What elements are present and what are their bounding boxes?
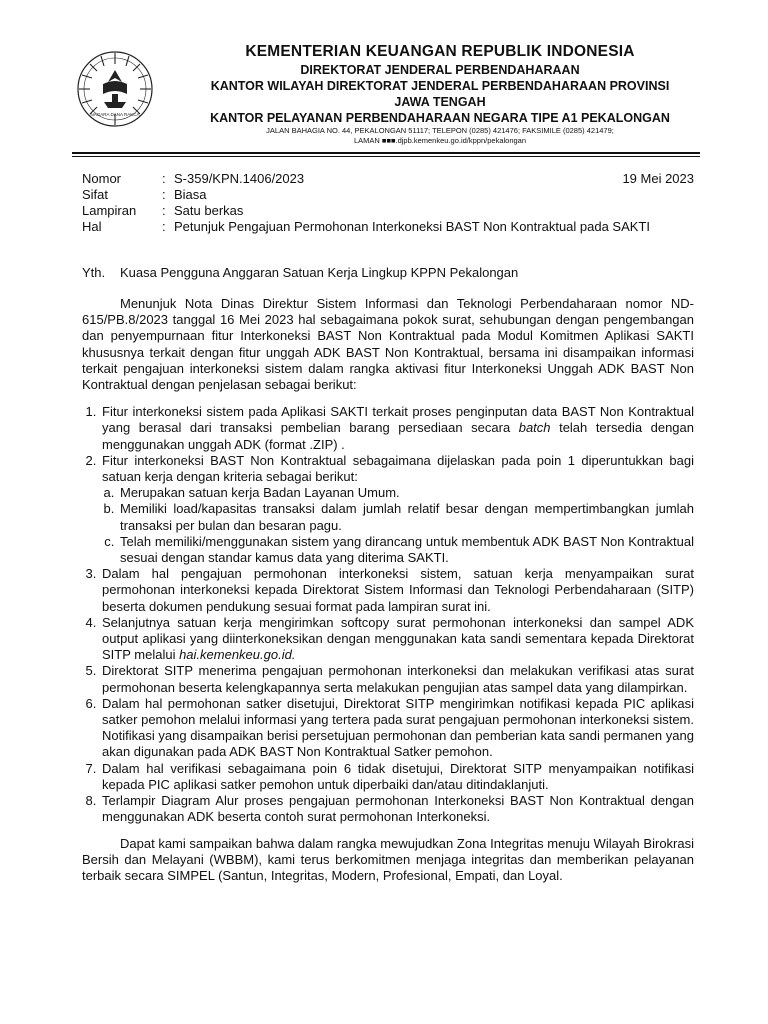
closing-paragraph: Dapat kami sampaikan bahwa dalam rangka mewujudkan Zona Integritas menuju Wilayah Birokrasi Bersih dan Melayani (WBBM), kami terus berkomitmen menjaga integritas dan memberikan pelayanan terbaik secara SIMPEL (Santun, Integritas, Modern, Profesional, Empati, dan Loyal. (82, 835, 694, 883)
intro-paragraph: Menunjuk Nota Dinas Direktur Sistem Informasi dan Teknologi Perbendaharaan nomor ND-615/PB.8/2023 tanggal 16 Mei 2023 hal sebagaimana pokok surat, sehubungan dengan pengembangan dan penyempurnaan fitur Interkoneksi BAST Non Kontraktual pada Modul Komitmen Aplikasi SAKTI khususnya terkait dengan fitur unggah ADK BAST Non Kontraktual, bersama ini disampaikan informasi terkait pengajuan interkoneksi sistem dalam rangka aktivasi fitur Interkoneksi Unggah ADK BAST Non Kontraktual dengan penjelasan sebagai berikut: (82, 296, 694, 393)
colon: : (162, 171, 166, 186)
meta-row-sifat (82, 187, 694, 203)
list-item: 4. Selanjutnya satuan kerja mengirimkan softcopy surat permohonan interkoneksi dan sampel ADK output aplikasi yang diinterkoneksikan dengan menggunakan kata sandi sementara kepada Direktorat SITP melalui hai.kemenkeu.go.id. (100, 615, 694, 664)
office-website: LAMAN ■■■.djpb.kemenkeu.go.id/kppn/pekalongan (353, 136, 527, 145)
sub-list-item: c. Telah memiliki/menggunakan sistem yang dirancang untuk membentuk ADK BAST Non Kontraktual sesuai dengan standar kamus data yang diterima SAKTI. (118, 534, 694, 566)
service-office-name: KANTOR PELAYANAN PERBENDAHARAAN NEGARA TIPE A1 PEKALONGAN (210, 111, 670, 125)
nomor-label: Nomor (82, 171, 122, 186)
list-item: 8. Terlampir Diagram Alur proses pengajuan permohonan Interkoneksi BAST Non Kontraktual dengan menggunakan ADK beserta contoh surat permohonan Interkoneksi. (100, 793, 694, 825)
list-item: 3. Dalam hal pengajuan permohonan interkoneksi sistem, satuan kerja menyampaikan surat permohonan interkoneksi kepada Direktorat Sistem Informasi dan Teknologi Perbendaharaan (SITP) beserta dokumen pendukung sesuai format pada lampiran surat ini. (100, 566, 694, 615)
meta-row-lampiran (82, 203, 694, 219)
meta-row-nomor (82, 171, 694, 187)
numbered-list (82, 404, 694, 825)
list-item: 6. Dalam hal permohonan satker disetujui, Direktorat SITP mengirimkan notifikasi kepada PIC aplikasi satker pemohon melalui informasi yang tertera pada surat pengajuan permohonan interkoneksi sistem. Notifikasi yang disampaikan berisi persetujuan permohonan dan pemberian kata sandi permanen yang akan digunakan pada ADK BAST Non Kontraktual Satker pemohon. (100, 696, 694, 761)
letter-date: 19 Mei 2023 (622, 171, 694, 186)
sub-list (102, 485, 694, 566)
list-item: 5. Direktorat SITP menerima pengajuan permohonan interkoneksi dan melakukan verifikasi atas surat permohonan beserta kelengkapannya serta melakukan pengujian atas sampel data yang dilampirkan. (100, 663, 694, 695)
directorate-name: DIREKTORAT JENDERAL PERBENDAHARAAN (300, 63, 580, 77)
sub-list-item: b. Memiliki load/kapasitas transaksi dalam jumlah relatif besar dengan mempertimbangkan jumlah transaksi per bulan dan besaran pagu. (118, 501, 694, 533)
letter-meta (82, 171, 694, 235)
colon: : (162, 203, 166, 218)
letterhead-divider-thick (72, 152, 700, 154)
meta-row-hal (82, 219, 694, 235)
office-address: JALAN BAHAGIA NO. 44, PEKALONGAN 51117; TELEPON (0285) 421476; FAKSIMILE (0285) 421479; (266, 126, 614, 135)
list-item: 2. Fitur interkoneksi BAST Non Kontraktual sebagaimana dijelaskan pada poin 1 diperuntukkan bagi satuan kerja dengan kriteria sebagai berikut: a. Merupakan satuan kerja Badan Layanan Umum. b. Memiliki load/kapasitas transaksi dalam jumlah relatif besar dengan mempertimbangkan jumlah transaksi per bulan dan besaran pagu. c. Telah memiliki/menggunakan sistem yang dirancang untuk membentuk ADK BAST Non Kontraktual sesuai dengan standar kamus data yang diterima SAKTI. (100, 453, 694, 566)
letter-body (82, 296, 694, 884)
sifat-value: Biasa (174, 187, 207, 202)
hal-label: Hal (82, 219, 102, 234)
sub-list-item: a. Merupakan satuan kerja Badan Layanan Umum. (118, 485, 694, 501)
addressee-value: Kuasa Pengguna Anggaran Satuan Kerja Lingkup KPPN Pekalongan (120, 265, 519, 280)
colon: : (162, 219, 166, 234)
addressee-label: Yth. (82, 265, 106, 280)
list-item: 1. Fitur interkoneksi sistem pada Aplikasi SAKTI terkait proses penginputan data BAST Non Kontraktual yang berasal dari transaksi pembelian barang persediaan secara batch telah tersedia dengan menggunakan unggah ADK (format .ZIP) . (100, 404, 694, 453)
logo-motto: NAGARA DANA RAKCA (90, 112, 140, 117)
letterhead (160, 42, 720, 146)
letterhead-divider-thin (72, 156, 700, 157)
nomor-value: S-359/KPN.1406/2023 (174, 171, 305, 186)
colon: : (162, 187, 166, 202)
hal-value: Petunjuk Pengajuan Permohonan Interkoneksi BAST Non Kontraktual pada SAKTI (174, 219, 650, 234)
addressee (82, 265, 518, 280)
lampiran-label: Lampiran (82, 203, 137, 218)
sifat-label: Sifat (82, 187, 109, 202)
ministry-of-finance-emblem-icon (70, 44, 160, 134)
ministry-name: KEMENTERIAN KEUANGAN REPUBLIK INDONESIA (245, 43, 635, 60)
regional-office-name: KANTOR WILAYAH DIREKTORAT JENDERAL PERBENDAHARAAN PROVINSI (210, 79, 670, 93)
lampiran-value: Satu berkas (174, 203, 244, 218)
province-name: JAWA TENGAH (394, 95, 486, 109)
list-item: 7. Dalam hal verifikasi sebagaimana poin 6 tidak disetujui, Direktorat SITP menyampaikan notifikasi kepada PIC aplikasi satker pemohon untuk diperbaiki dan/atau ditindaklanjuti. (100, 761, 694, 793)
